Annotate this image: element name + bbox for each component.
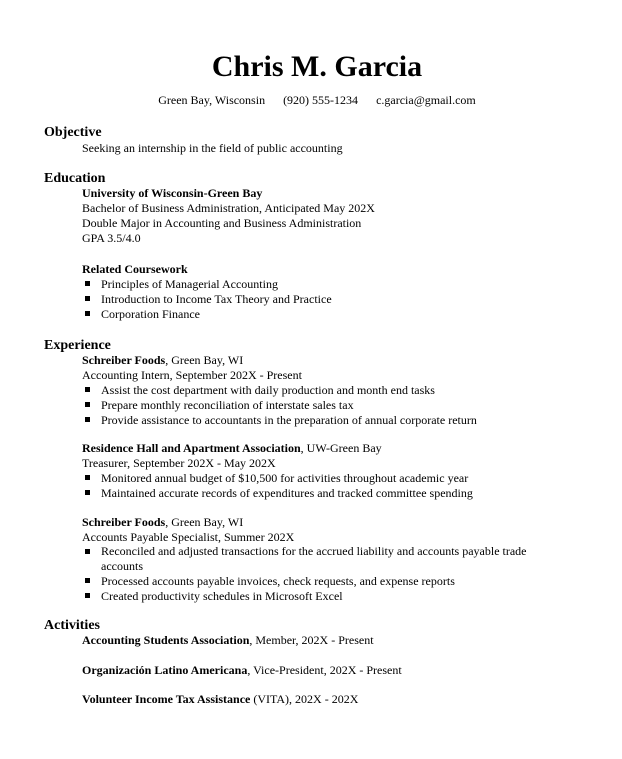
resume-name: Chris M. Garcia [211, 50, 423, 83]
job-location: , UW-Green Bay [300, 441, 382, 455]
bullet-icon [85, 549, 90, 554]
job-bullet: Prepare monthly reconciliation of interstate sales tax [82, 398, 354, 413]
job-org: Schreiber Foods [82, 353, 166, 367]
bullet-icon [85, 281, 90, 286]
activity-detail: , Member, 202X - Present [249, 633, 374, 647]
bullet-icon [85, 387, 90, 392]
education-major: Double Major in Accounting and Business Administration [82, 216, 362, 230]
job-bullet: Monitored annual budget of $10,500 for activities throughout academic year [82, 471, 468, 486]
activity-item [82, 633, 374, 648]
education-school: University of Wisconsin-Green Bay [82, 186, 263, 200]
bullet-icon [85, 417, 90, 422]
bullet-icon [85, 578, 90, 583]
job-bullet [82, 545, 101, 560]
bullet-icon [85, 593, 90, 598]
job-location: , Green Bay, WI [165, 353, 244, 367]
contact-phone: (920) 555-1234 [283, 93, 359, 107]
education-degree: Bachelor of Business Administration, Anticipated May 202X [82, 201, 375, 215]
activity-detail: (VITA), 202X - 202X [250, 692, 359, 706]
contact-line [0, 92, 622, 108]
coursework-heading: Related Coursework [82, 262, 188, 276]
contact-location: Green Bay, Wisconsin [158, 93, 266, 107]
bullet-icon [85, 402, 90, 407]
job-org: Residence Hall and Apartment Association [82, 441, 301, 455]
job-org: Schreiber Foods [82, 515, 166, 529]
coursework-item: Introduction to Income Tax Theory and Practice [82, 292, 332, 307]
job-bullet: Assist the cost department with daily production and month end tasks [82, 383, 435, 398]
coursework-item: Corporation Finance [82, 307, 200, 322]
job-location: , Green Bay, WI [165, 515, 244, 529]
job-bullet-text: Reconciled and adjusted transactions for the accrued liability and accounts payable trade accounts [101, 544, 527, 573]
bullet-icon [85, 311, 90, 316]
job-bullet: Provide assistance to accountants in the preparation of annual corporate return [82, 413, 477, 428]
job-bullet: Created productivity schedules in Microsoft Excel [82, 589, 343, 604]
experience-heading: Experience [44, 338, 111, 353]
activities-heading: Activities [44, 618, 100, 633]
objective-heading: Objective [44, 125, 102, 140]
job-bullet: Processed accounts payable invoices, check requests, and expense reports [82, 574, 455, 589]
job-title: Treasurer, September 202X - May 202X [82, 456, 276, 470]
activity-org: Volunteer Income Tax Assistance [82, 692, 251, 706]
job-title: Accounting Intern, September 202X - Present [82, 368, 302, 382]
activity-org: Organización Latino Americana [82, 663, 248, 677]
education-gpa: GPA 3.5/4.0 [82, 231, 141, 245]
bullet-icon [85, 475, 90, 480]
job-org-line [82, 441, 382, 456]
activity-detail: , Vice-President, 202X - Present [247, 663, 402, 677]
activity-item [82, 692, 358, 707]
coursework-item: Principles of Managerial Accounting [82, 277, 278, 292]
activity-item [82, 663, 402, 678]
activity-org: Accounting Students Association [82, 633, 250, 647]
bullet-icon [85, 490, 90, 495]
contact-email: c.garcia@gmail.com [376, 93, 476, 107]
job-org-line [82, 353, 243, 368]
education-heading: Education [44, 171, 106, 186]
objective-text: Seeking an internship in the field of public accounting [82, 141, 343, 155]
job-org-line [82, 515, 243, 530]
job-bullet: Maintained accurate records of expenditures and tracked committee spending [82, 486, 473, 501]
bullet-icon [85, 296, 90, 301]
job-title: Accounts Payable Specialist, Summer 202X [82, 530, 295, 544]
